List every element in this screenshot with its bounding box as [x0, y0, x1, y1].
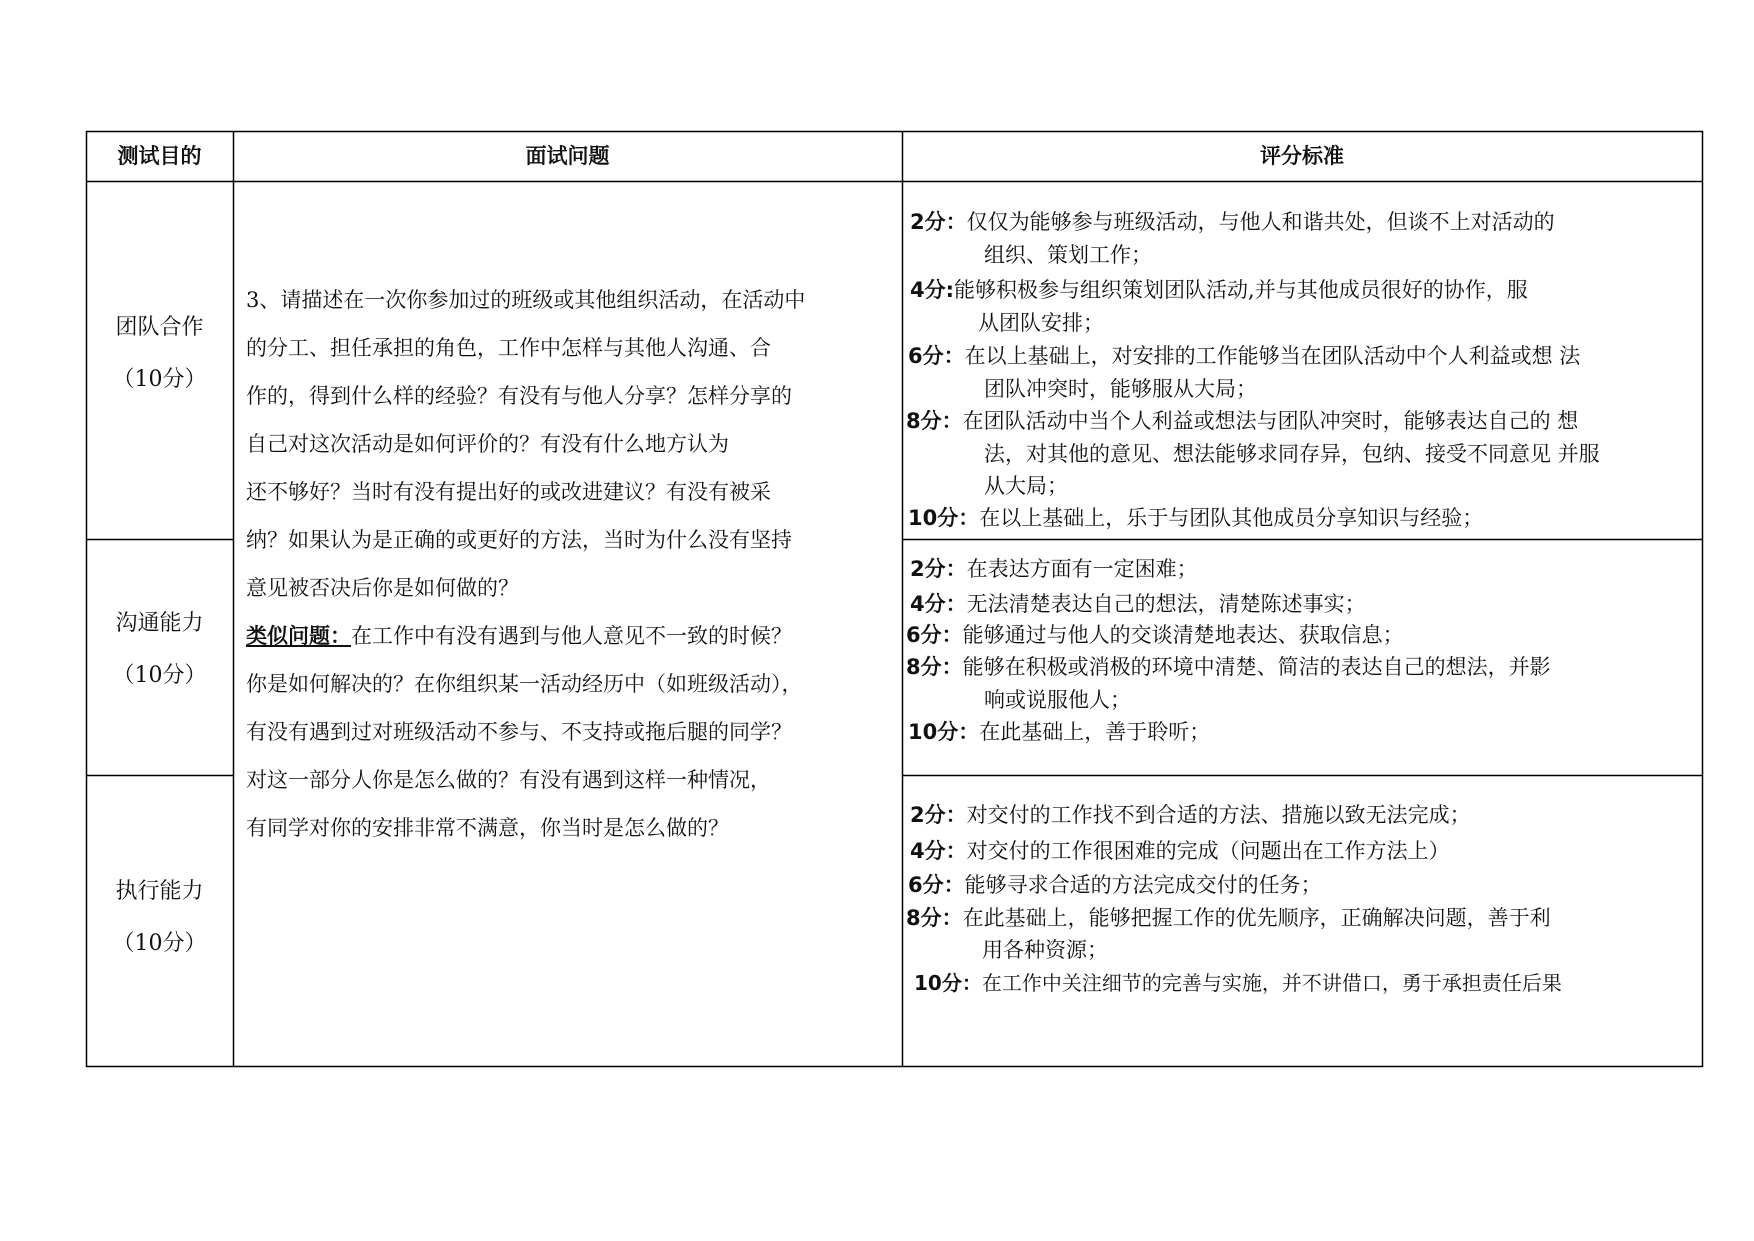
header-purpose: 测试目的	[117, 144, 202, 168]
criteria-item: 6分：能够通过与他人的交谈清楚地表达、获取信息；	[906, 623, 1404, 647]
similar-question-line: 类似问题：在工作中有没有遇到与他人意见不一致的时候？	[246, 624, 792, 648]
question-line: 意见被否决后你是如何做的？	[246, 576, 519, 600]
question-line: 的分工、担任承担的角色，工作中怎样与其他人沟通、合	[246, 336, 771, 360]
purpose-name: 团队合作	[115, 315, 204, 340]
question-line: 自己对这次活动是如何评价的？有没有什么地方认为	[246, 432, 729, 456]
purpose-cell-communication	[86, 598, 233, 702]
purpose-points: （10分）	[112, 663, 207, 688]
purpose-cell-execution	[86, 866, 233, 970]
criteria-continuation: 组织、策划工作；	[984, 243, 1152, 267]
question-line: 纳？如果认为是正确的或更好的方法，当时为什么没有坚持	[246, 528, 792, 552]
criteria-item: 8分：能够在积极或消极的环境中清楚、简洁的表达自己的想法，并影	[906, 655, 1551, 679]
criteria-continuation: 响或说服他人；	[984, 688, 1131, 712]
criteria-continuation: 从大局；	[984, 474, 1068, 498]
criteria-continuation: 法，对其他的意见、想法能够求同存异，包纳、接受不同意见 并服	[984, 442, 1600, 466]
criteria-continuation: 从团队安排；	[978, 311, 1104, 335]
purpose-points: （10分）	[112, 931, 207, 956]
criteria-item: 6分：能够寻求合适的方法完成交付的任务；	[908, 873, 1322, 897]
header-question: 面试问题	[525, 144, 610, 168]
criteria-item: 8分：在团队活动中当个人利益或想法与团队冲突时，能够表达自己的 想	[906, 409, 1579, 433]
criteria-continuation: 团队冲突时，能够服从大局；	[984, 377, 1257, 401]
question-line: 作的，得到什么样的经验？有没有与他人分享？怎样分享的	[246, 384, 792, 408]
similar-question-line: 你是如何解决的？在你组织某一活动经历中（如班级活动），	[246, 672, 803, 696]
header-criteria: 评分标准	[1260, 144, 1344, 168]
criteria-item: 6分：在以上基础上，对安排的工作能够当在团队活动中个人利益或想 法	[908, 344, 1581, 368]
criteria-item: 8分：在此基础上，能够把握工作的优先顺序，正确解决问题，善于利	[906, 906, 1551, 930]
purpose-points: （10分）	[112, 367, 207, 392]
question-line: 还不够好？当时有没有提出好的或改进建议？有没有被采	[246, 480, 771, 504]
criteria-item: 2分：仅仅为能够参与班级活动，与他人和谐共处，但谈不上对活动的	[910, 210, 1555, 234]
criteria-continuation: 用各种资源；	[982, 938, 1108, 962]
interview-question	[246, 276, 805, 852]
criteria-item: 4分：对交付的工作很困难的完成（问题出在工作方法上）	[910, 839, 1450, 863]
criteria-item: 4分：无法清楚表达自己的想法，清楚陈述事实；	[910, 592, 1366, 616]
purpose-name: 沟通能力	[115, 611, 204, 636]
criteria-item: 10分：在此基础上，善于聆听；	[908, 720, 1211, 744]
criteria-item: 4分:能够积极参与组织策划团队活动,并与其他成员很好的协作，服	[910, 278, 1528, 302]
criteria-item: 10分：在工作中关注细节的完善与实施，并不讲借口，勇于承担责任后果	[914, 971, 1562, 995]
criteria-item: 10分：在以上基础上，乐于与团队其他成员分享知识与经验；	[908, 506, 1484, 530]
criteria-item: 2分：在表达方面有一定困难；	[910, 557, 1198, 581]
purpose-cell-teamwork	[86, 302, 233, 406]
question-line: 3、请描述在一次你参加过的班级或其他组织活动，在活动中	[246, 288, 806, 312]
similar-question-line: 有同学对你的安排非常不满意，你当时是怎么做的？	[246, 816, 729, 840]
similar-questions-label: 类似问题：	[246, 624, 351, 648]
similar-question-line: 有没有遇到过对班级活动不参与、不支持或拖后腿的同学？	[246, 720, 792, 744]
similar-question-line: 对这一部分人你是怎么做的？有没有遇到这样一种情况，	[246, 768, 771, 792]
purpose-name: 执行能力	[115, 879, 204, 904]
criteria-item: 2分：对交付的工作找不到合适的方法、措施以致无法完成；	[910, 803, 1471, 827]
